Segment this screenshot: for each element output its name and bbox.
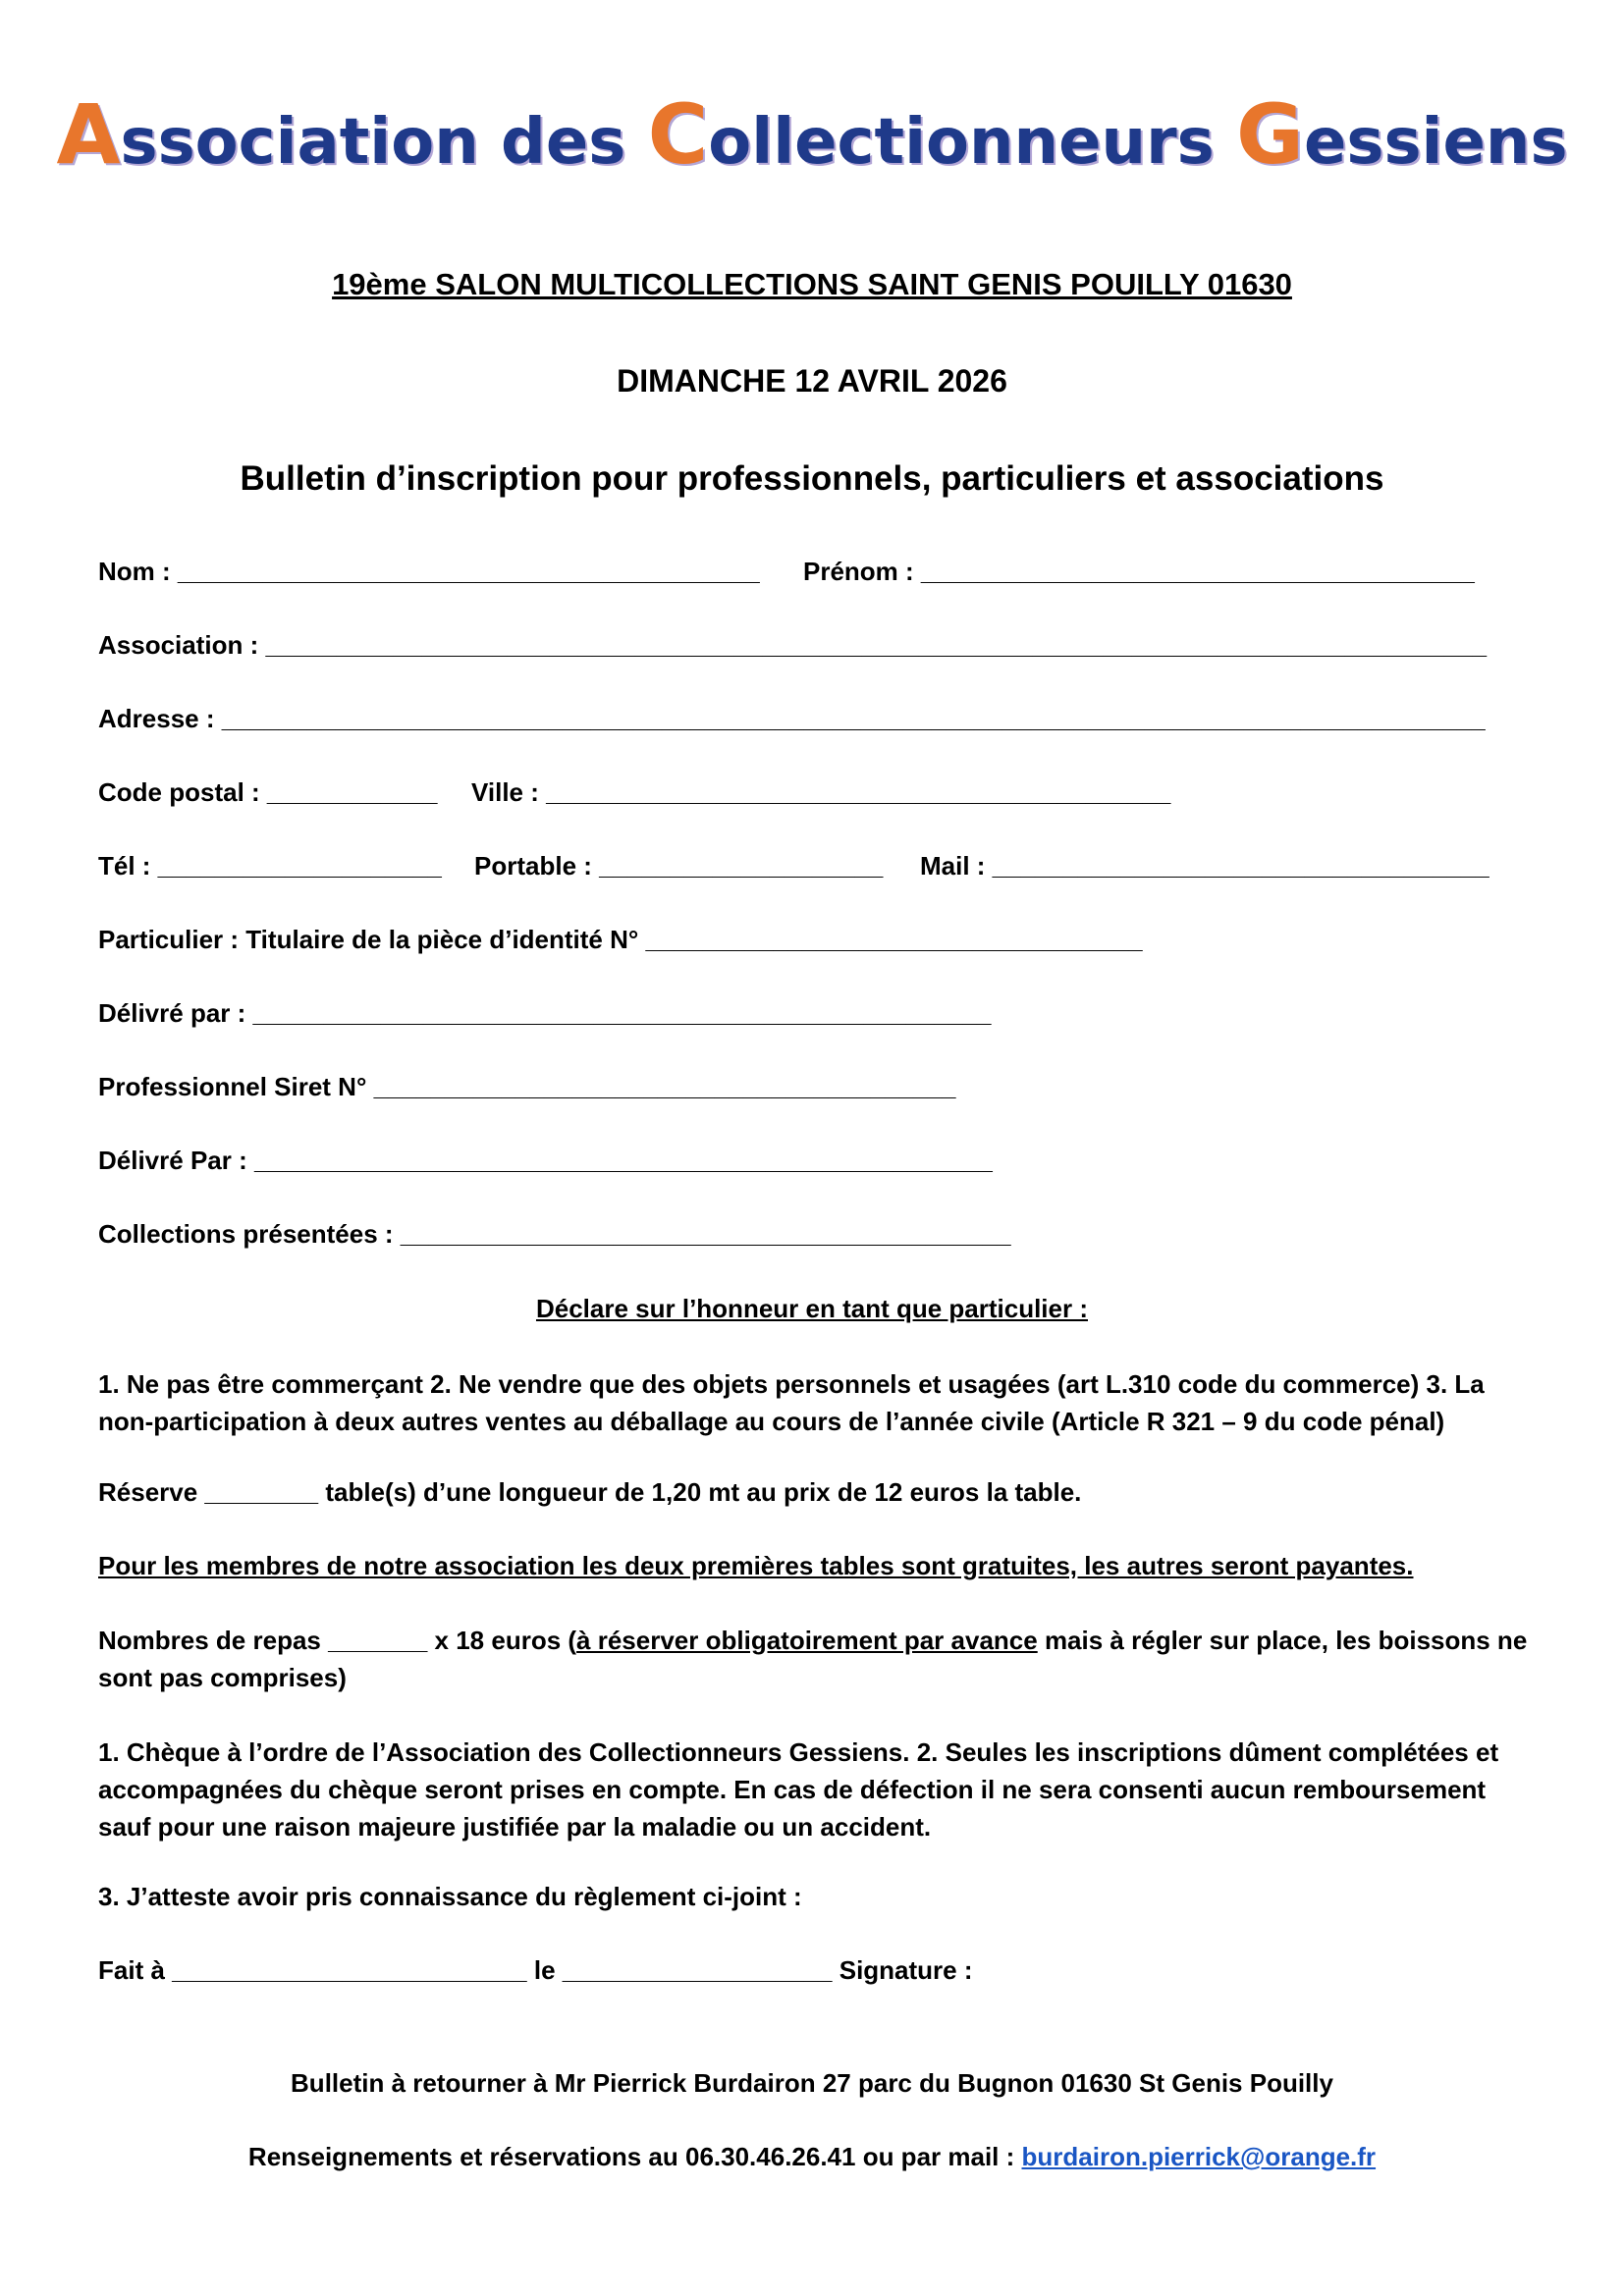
- event-title: 19ème SALON MULTICOLLECTIONS SAINT GENIS POUILLY 01630: [332, 267, 1292, 301]
- delivre-par-siret-field[interactable]: Délivré Par : ____________________________________________________: [98, 1146, 993, 1175]
- mail-field[interactable]: Mail : ___________________________________: [920, 851, 1489, 881]
- association-field[interactable]: Association : ______________________________________________________________________________________: [98, 630, 1488, 660]
- adresse-field[interactable]: Adresse : _________________________________________________________________________________________: [98, 704, 1486, 733]
- cheque-conditions: 1. Chèque à l’ordre de l’Association des Collectionneurs Gessiens. 2. Seules les inscriptions dûment complétées et accompagnées du chèque seront prises en compte. En cas de défection il ne sera consenti aucun remboursement sauf pour une raison majeure justifiée par la maladie ou un accident.: [98, 1737, 1499, 1842]
- piece-identite-field[interactable]: Particulier : Titulaire de la pièce d’identité N° ___________________________________: [98, 925, 1143, 954]
- collections-field[interactable]: Collections présentées : ___________________________________________: [98, 1219, 1011, 1249]
- prenom-field[interactable]: Prénom : _______________________________________: [803, 557, 1475, 586]
- tel-field[interactable]: Tél : ____________________: [98, 851, 442, 881]
- ville-field[interactable]: Ville : ____________________________________________: [471, 777, 1171, 807]
- code-postal-field[interactable]: Code postal : ____________: [98, 777, 438, 807]
- portable-field[interactable]: Portable : ____________________: [474, 851, 884, 881]
- signature-line[interactable]: Fait à _________________________ le ___________________ Signature :: [98, 1955, 973, 1985]
- delivre-par-field[interactable]: Délivré par : ____________________________________________________: [98, 998, 992, 1028]
- event-date: DIMANCHE 12 AVRIL 2026: [617, 363, 1007, 399]
- contact-line: Renseignements et réservations au 06.30.46.26.41 ou par mail : burdairon.pierrick@orange.fr: [247, 2142, 1377, 2171]
- association-logo: Association des Collectionneurs Gessiens: [56, 86, 1568, 183]
- siret-field[interactable]: Professionnel Siret N° _________________________________________: [98, 1072, 956, 1101]
- atteste-reglement: 3. J’atteste avoir pris connaissance du règlement ci-joint :: [98, 1882, 802, 1911]
- email-link[interactable]: burdairon.pierrick@orange.fr: [1021, 2142, 1377, 2171]
- form-title: Bulletin d’inscription pour professionnels, particuliers et associations: [240, 459, 1384, 498]
- declaration-text: 1. Ne pas être commerçant 2. Ne vendre que des objets personnels et usagées (art L.310 code du commerce) 3. La non-participation à deux autres ventes au déballage au cours de l’année civile (Article R 321 – 9 du code pénal): [98, 1369, 1485, 1436]
- declaration-heading: Déclare sur l’honneur en tant que particulier :: [535, 1294, 1088, 1323]
- nom-field[interactable]: Nom : _________________________________________: [98, 557, 760, 586]
- members-note: Pour les membres de notre association les deux premières tables sont gratuites, les autres seront payantes.: [98, 1551, 1414, 1580]
- reserve-tables-field[interactable]: Réserve ________ table(s) d’une longueur de 1,20 mt au prix de 12 euros la table.: [98, 1477, 1082, 1507]
- repas-field[interactable]: Nombres de repas _______ x 18 euros (à réserver obligatoirement par avance mais à régler sur place, les boissons ne sont pas comprises): [98, 1626, 1528, 1692]
- return-address: Bulletin à retourner à Mr Pierrick Burdairon 27 parc du Bugnon 01630 St Genis Pouilly: [291, 2068, 1333, 2098]
